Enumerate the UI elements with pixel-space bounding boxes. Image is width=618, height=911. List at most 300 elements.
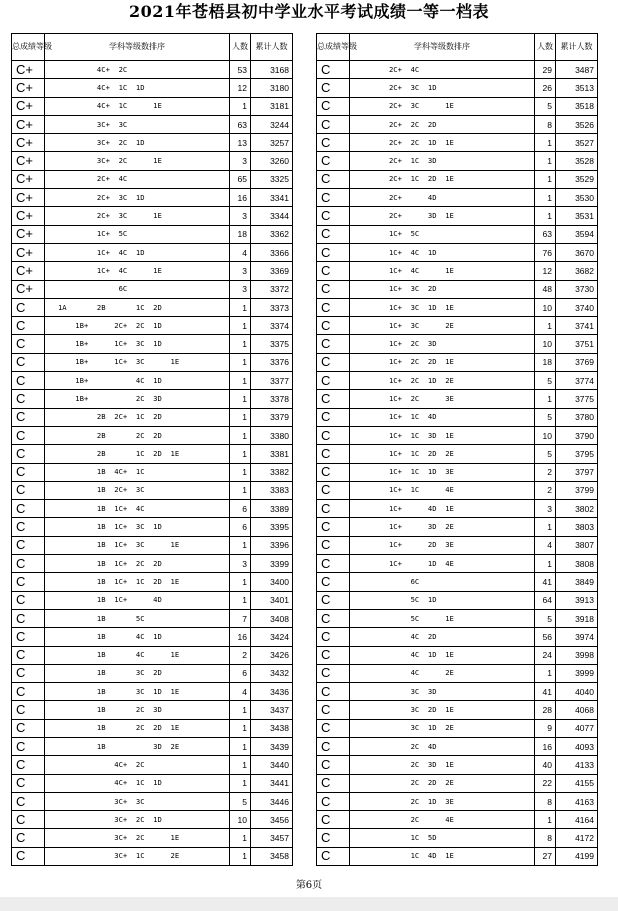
- table-row: [317, 463, 598, 481]
- count-cell: 63: [230, 115, 251, 133]
- sequence-cell: 2C+ 2C 2D: [350, 115, 535, 133]
- cumulative-cell: 3399: [251, 555, 293, 573]
- count-cell: 10: [535, 298, 556, 316]
- cumulative-cell: 3670: [556, 243, 598, 261]
- sequence-cell: 4C+ 2C: [45, 756, 230, 774]
- cumulative-cell: 3456: [251, 811, 293, 829]
- table-row: [317, 152, 598, 170]
- grade-cell: C: [12, 390, 45, 408]
- grade-cell: C: [317, 115, 350, 133]
- count-cell: 1: [230, 591, 251, 609]
- grade-cell: C: [317, 189, 350, 207]
- table-row: [12, 811, 293, 829]
- count-cell: 10: [535, 335, 556, 353]
- grade-cell: C: [12, 591, 45, 609]
- count-cell: 1: [230, 701, 251, 719]
- sequence-cell: 3C+ 1C 2E: [45, 847, 230, 865]
- sequence-cell: 2C+ 1C 3D: [350, 152, 535, 170]
- count-cell: 12: [535, 262, 556, 280]
- sequence-cell: 1C 5D: [350, 829, 535, 847]
- cumulative-cell: 3376: [251, 353, 293, 371]
- grade-cell: C: [317, 170, 350, 188]
- grade-cell: C: [317, 774, 350, 792]
- grade-cell: C: [317, 573, 350, 591]
- grade-cell: C: [317, 207, 350, 225]
- table-row: [317, 189, 598, 207]
- sequence-cell: 1C+ 3C 2D: [350, 280, 535, 298]
- count-cell: 5: [535, 372, 556, 390]
- grade-cell: C+: [12, 97, 45, 115]
- cumulative-cell: 3740: [556, 298, 598, 316]
- table-row: [317, 555, 598, 573]
- table-row: [317, 445, 598, 463]
- cumulative-cell: 3438: [251, 719, 293, 737]
- table-row: [12, 481, 293, 499]
- count-cell: 12: [230, 79, 251, 97]
- cumulative-cell: 3799: [556, 481, 598, 499]
- cumulative-cell: 3802: [556, 500, 598, 518]
- count-cell: 4: [230, 683, 251, 701]
- cumulative-cell: 3457: [251, 829, 293, 847]
- count-cell: 1: [230, 97, 251, 115]
- count-cell: 1: [535, 207, 556, 225]
- count-cell: 8: [535, 792, 556, 810]
- table-row: [12, 829, 293, 847]
- grade-cell: C: [12, 774, 45, 792]
- count-cell: 64: [535, 591, 556, 609]
- grade-cell: C: [12, 445, 45, 463]
- table-row: [12, 280, 293, 298]
- count-cell: 41: [535, 573, 556, 591]
- grade-cell: C+: [12, 115, 45, 133]
- table-row: [12, 390, 293, 408]
- cumulative-cell: 3344: [251, 207, 293, 225]
- table-row: [12, 500, 293, 518]
- grade-cell: C: [12, 317, 45, 335]
- count-cell: 1: [535, 811, 556, 829]
- grade-cell: C: [317, 481, 350, 499]
- sequence-cell: 4C 2E: [350, 664, 535, 682]
- count-cell: 56: [535, 628, 556, 646]
- grade-cell: C: [12, 756, 45, 774]
- grade-cell: C: [12, 811, 45, 829]
- sequence-cell: 1B 1C+ 1C 2D 1E: [45, 573, 230, 591]
- sequence-cell: 1B 1C+ 3C 1E: [45, 536, 230, 554]
- page-title: 2021年苍梧县初中学业水平考试成绩一等一档表: [128, 2, 490, 21]
- table-row: [12, 683, 293, 701]
- header-cumulative: 累计人数: [251, 34, 293, 61]
- grade-cell: C: [317, 97, 350, 115]
- cumulative-cell: 3526: [556, 115, 598, 133]
- cumulative-cell: 3458: [251, 847, 293, 865]
- grade-cell: C: [317, 683, 350, 701]
- table-row: [317, 134, 598, 152]
- count-cell: 1: [535, 152, 556, 170]
- grade-cell: C: [317, 426, 350, 444]
- cumulative-cell: 3918: [556, 609, 598, 627]
- count-cell: 3: [230, 262, 251, 280]
- count-cell: 3: [535, 500, 556, 518]
- table-row: [317, 774, 598, 792]
- table-row: [317, 408, 598, 426]
- sequence-cell: 1B 3D 2E: [45, 737, 230, 755]
- cumulative-cell: 3999: [556, 664, 598, 682]
- cumulative-cell: 3780: [556, 408, 598, 426]
- count-cell: 7: [230, 609, 251, 627]
- sequence-cell: 1B 2C 3D: [45, 701, 230, 719]
- sequence-cell: 1C+ 1C 4D: [350, 408, 535, 426]
- sequence-cell: 1B 1C+ 4D: [45, 591, 230, 609]
- grade-cell: C: [317, 372, 350, 390]
- sequence-cell: 6C: [45, 280, 230, 298]
- sequence-cell: 1B+ 4C 1D: [45, 372, 230, 390]
- table-row: [12, 573, 293, 591]
- table-row: [317, 390, 598, 408]
- sequence-cell: 1C+ 2C 3E: [350, 390, 535, 408]
- cumulative-cell: 4199: [556, 847, 598, 865]
- table-row: [12, 225, 293, 243]
- cumulative-cell: 3401: [251, 591, 293, 609]
- cumulative-cell: 3244: [251, 115, 293, 133]
- table-row: [317, 115, 598, 133]
- count-cell: 1: [535, 189, 556, 207]
- sequence-cell: 1C+ 5C: [350, 225, 535, 243]
- sequence-cell: 2C 3D 1E: [350, 756, 535, 774]
- table-row: [317, 262, 598, 280]
- cumulative-cell: 3377: [251, 372, 293, 390]
- count-cell: 6: [230, 664, 251, 682]
- table-row: [12, 61, 293, 79]
- table-row: [12, 298, 293, 316]
- count-cell: 1: [535, 317, 556, 335]
- cumulative-cell: 3774: [556, 372, 598, 390]
- table-row: [12, 445, 293, 463]
- sequence-cell: 2C+ 3C 1E: [350, 97, 535, 115]
- count-cell: 24: [535, 646, 556, 664]
- table-row: [12, 115, 293, 133]
- table-row: [12, 170, 293, 188]
- sequence-cell: 2C+ 3D 1E: [350, 207, 535, 225]
- sequence-cell: 2C+ 3C 1E: [45, 207, 230, 225]
- sequence-cell: 1B 1C+ 2C 2D: [45, 555, 230, 573]
- cumulative-cell: 3396: [251, 536, 293, 554]
- count-cell: 3: [230, 555, 251, 573]
- cumulative-cell: 3181: [251, 97, 293, 115]
- table-row: [12, 518, 293, 536]
- count-cell: 5: [535, 609, 556, 627]
- grade-cell: C: [12, 426, 45, 444]
- sequence-cell: 1B+ 1C+ 3C 1D: [45, 335, 230, 353]
- sequence-cell: 2B 2C+ 1C 2D: [45, 408, 230, 426]
- sequence-cell: 1B 1C+ 3C 1D: [45, 518, 230, 536]
- grade-cell: C: [12, 463, 45, 481]
- table-row: [317, 61, 598, 79]
- grade-cell: C+: [12, 134, 45, 152]
- sequence-cell: 5C 1E: [350, 609, 535, 627]
- cumulative-cell: 3446: [251, 792, 293, 810]
- count-cell: 10: [535, 426, 556, 444]
- grade-cell: C: [12, 555, 45, 573]
- sequence-cell: 1C+ 1C 3D 1E: [350, 426, 535, 444]
- sequence-cell: 1C+ 3C 1D 1E: [350, 298, 535, 316]
- sequence-cell: 1B 4C 1E: [45, 646, 230, 664]
- sequence-cell: 2C+ 1C 2D 1E: [350, 170, 535, 188]
- table-row: [12, 189, 293, 207]
- sequence-cell: 2C 2D 2E: [350, 774, 535, 792]
- cumulative-cell: 3168: [251, 61, 293, 79]
- cumulative-cell: 3913: [556, 591, 598, 609]
- cumulative-cell: 3808: [556, 555, 598, 573]
- table-row: [317, 573, 598, 591]
- cumulative-cell: 3395: [251, 518, 293, 536]
- grade-cell: C: [12, 335, 45, 353]
- grade-cell: C: [317, 719, 350, 737]
- sequence-cell: 3C 2D 1E: [350, 701, 535, 719]
- table-row: [317, 536, 598, 554]
- grade-cell: C: [12, 298, 45, 316]
- table-row: [317, 683, 598, 701]
- sequence-cell: 1C 4D 1E: [350, 847, 535, 865]
- grade-cell: C: [317, 500, 350, 518]
- sequence-cell: 1C+ 2C 1D 2E: [350, 372, 535, 390]
- table-row: [12, 335, 293, 353]
- cumulative-cell: 3769: [556, 353, 598, 371]
- viewer-bottom-bar: [0, 897, 618, 911]
- cumulative-cell: 3487: [556, 61, 598, 79]
- cumulative-cell: 3372: [251, 280, 293, 298]
- sequence-cell: 2C+ 4D: [350, 189, 535, 207]
- grade-cell: C: [317, 408, 350, 426]
- grade-cell: C: [12, 664, 45, 682]
- sequence-cell: 2C+ 3C 1D: [45, 189, 230, 207]
- count-cell: 1: [535, 134, 556, 152]
- table-row: [12, 152, 293, 170]
- grade-cell: C: [12, 847, 45, 865]
- table-row: [317, 518, 598, 536]
- table-row: [12, 555, 293, 573]
- sequence-cell: 4C+ 2C: [45, 61, 230, 79]
- table-row: [12, 719, 293, 737]
- count-cell: 1: [230, 390, 251, 408]
- count-cell: 6: [230, 518, 251, 536]
- cumulative-cell: 4077: [556, 719, 598, 737]
- grade-cell: C: [12, 408, 45, 426]
- table-row: [317, 811, 598, 829]
- sequence-cell: 1C+ 2D 3E: [350, 536, 535, 554]
- cumulative-cell: 3432: [251, 664, 293, 682]
- cumulative-cell: 3528: [556, 152, 598, 170]
- sequence-cell: 1C+ 1C 1D 3E: [350, 463, 535, 481]
- cumulative-cell: 4172: [556, 829, 598, 847]
- sequence-cell: 4C+ 1C 1D: [45, 774, 230, 792]
- grade-cell: C: [12, 792, 45, 810]
- table-row: [317, 353, 598, 371]
- sequence-cell: 1B 2C+ 3C: [45, 481, 230, 499]
- ranking-table-right: [316, 33, 598, 866]
- table-header-row: [12, 34, 293, 61]
- count-cell: 26: [535, 79, 556, 97]
- sequence-cell: 4C+ 1C 1E: [45, 97, 230, 115]
- grade-cell: C: [317, 134, 350, 152]
- cumulative-cell: 3518: [556, 97, 598, 115]
- sequence-cell: 3C 1D 2E: [350, 719, 535, 737]
- cumulative-cell: 4040: [556, 683, 598, 701]
- sequence-cell: 1B+ 2C+ 2C 1D: [45, 317, 230, 335]
- cumulative-cell: 3998: [556, 646, 598, 664]
- cumulative-cell: 3741: [556, 317, 598, 335]
- cumulative-cell: 3383: [251, 481, 293, 499]
- table-row: [12, 207, 293, 225]
- count-cell: 1: [230, 353, 251, 371]
- table-row: [12, 79, 293, 97]
- page-number: 第6页: [295, 880, 323, 891]
- cumulative-cell: 3380: [251, 426, 293, 444]
- grade-cell: C: [12, 829, 45, 847]
- grade-cell: C: [12, 518, 45, 536]
- count-cell: 1: [230, 426, 251, 444]
- sequence-cell: 1B 4C+ 1C: [45, 463, 230, 481]
- cumulative-cell: 3807: [556, 536, 598, 554]
- cumulative-cell: 3366: [251, 243, 293, 261]
- grade-cell: C: [317, 335, 350, 353]
- grade-cell: C: [317, 847, 350, 865]
- grade-cell: C: [317, 591, 350, 609]
- table-row: [12, 664, 293, 682]
- count-cell: 5: [535, 445, 556, 463]
- table-row: [317, 500, 598, 518]
- sequence-cell: 1C+ 1C 2D 2E: [350, 445, 535, 463]
- sequence-cell: 1B 3C 2D: [45, 664, 230, 682]
- grade-cell: C: [12, 481, 45, 499]
- sequence-cell: 3C+ 2C 1E: [45, 152, 230, 170]
- table-row: [12, 97, 293, 115]
- count-cell: 53: [230, 61, 251, 79]
- table-row: [317, 646, 598, 664]
- sequence-cell: 1B+ 1C+ 3C 1E: [45, 353, 230, 371]
- count-cell: 1: [230, 573, 251, 591]
- table-row: [317, 628, 598, 646]
- table-row: [12, 134, 293, 152]
- count-cell: 1: [535, 390, 556, 408]
- grade-cell: C: [12, 573, 45, 591]
- sequence-cell: 1C+ 3C 2E: [350, 317, 535, 335]
- table-row: [12, 372, 293, 390]
- sequence-cell: 2C 1D 3E: [350, 792, 535, 810]
- header-cumulative: 累计人数: [556, 34, 598, 61]
- grade-cell: C: [317, 445, 350, 463]
- cumulative-cell: 3389: [251, 500, 293, 518]
- table-row: [12, 408, 293, 426]
- grade-cell: C: [317, 609, 350, 627]
- grade-cell: C+: [12, 61, 45, 79]
- grade-cell: C: [317, 152, 350, 170]
- cumulative-cell: 3378: [251, 390, 293, 408]
- cumulative-cell: 3408: [251, 609, 293, 627]
- cumulative-cell: 3797: [556, 463, 598, 481]
- grade-cell: C: [317, 280, 350, 298]
- grade-cell: C+: [12, 225, 45, 243]
- cumulative-cell: 3751: [556, 335, 598, 353]
- count-cell: 1: [230, 335, 251, 353]
- table-row: [317, 701, 598, 719]
- grade-cell: C: [317, 390, 350, 408]
- cumulative-cell: 3439: [251, 737, 293, 755]
- sequence-cell: 4C 1D 1E: [350, 646, 535, 664]
- table-row: [317, 591, 598, 609]
- grade-cell: C: [317, 555, 350, 573]
- count-cell: 8: [535, 829, 556, 847]
- sequence-cell: 1C+ 4D 1E: [350, 500, 535, 518]
- grade-cell: C: [317, 664, 350, 682]
- table-row: [317, 298, 598, 316]
- count-cell: 1: [230, 719, 251, 737]
- grade-cell: C+: [12, 262, 45, 280]
- sequence-cell: 1C+ 4C 1D: [45, 243, 230, 261]
- grade-cell: C: [317, 628, 350, 646]
- count-cell: 29: [535, 61, 556, 79]
- count-cell: 2: [230, 646, 251, 664]
- table-row: [317, 79, 598, 97]
- sequence-cell: 1B+ 2C 3D: [45, 390, 230, 408]
- header-count: 人数: [230, 34, 251, 61]
- header-grade: 总成绩等级: [317, 34, 350, 61]
- sequence-cell: 1C+ 3D 2E: [350, 518, 535, 536]
- table-row: [12, 591, 293, 609]
- table-row: [12, 737, 293, 755]
- cumulative-cell: 3529: [556, 170, 598, 188]
- count-cell: 1: [230, 847, 251, 865]
- table-row: [12, 353, 293, 371]
- grade-cell: C: [317, 756, 350, 774]
- grade-cell: C: [12, 701, 45, 719]
- grade-cell: C+: [12, 79, 45, 97]
- count-cell: 1: [230, 774, 251, 792]
- grade-cell: C: [317, 518, 350, 536]
- table-row: [317, 756, 598, 774]
- count-cell: 1: [230, 317, 251, 335]
- sequence-cell: 3C+ 3C: [45, 792, 230, 810]
- cumulative-cell: 3513: [556, 79, 598, 97]
- cumulative-cell: 3437: [251, 701, 293, 719]
- table-row: [317, 426, 598, 444]
- cumulative-cell: 3594: [556, 225, 598, 243]
- cumulative-cell: 3375: [251, 335, 293, 353]
- count-cell: 40: [535, 756, 556, 774]
- grade-cell: C: [317, 317, 350, 335]
- count-cell: 2: [535, 463, 556, 481]
- grade-cell: C: [12, 353, 45, 371]
- sequence-cell: 1C+ 4C 1E: [350, 262, 535, 280]
- table-row: [12, 262, 293, 280]
- table-row: [12, 609, 293, 627]
- table-row: [317, 97, 598, 115]
- count-cell: 16: [535, 737, 556, 755]
- count-cell: 16: [230, 628, 251, 646]
- table-row: [12, 536, 293, 554]
- count-cell: 1: [230, 829, 251, 847]
- grade-cell: C: [317, 646, 350, 664]
- sequence-cell: 2C 4D: [350, 737, 535, 755]
- cumulative-cell: 3974: [556, 628, 598, 646]
- table-row: [317, 792, 598, 810]
- cumulative-cell: 4133: [556, 756, 598, 774]
- table-row: [317, 170, 598, 188]
- count-cell: 16: [230, 189, 251, 207]
- table-row: [12, 756, 293, 774]
- grade-cell: C: [12, 536, 45, 554]
- count-cell: 4: [535, 536, 556, 554]
- count-cell: 1: [230, 481, 251, 499]
